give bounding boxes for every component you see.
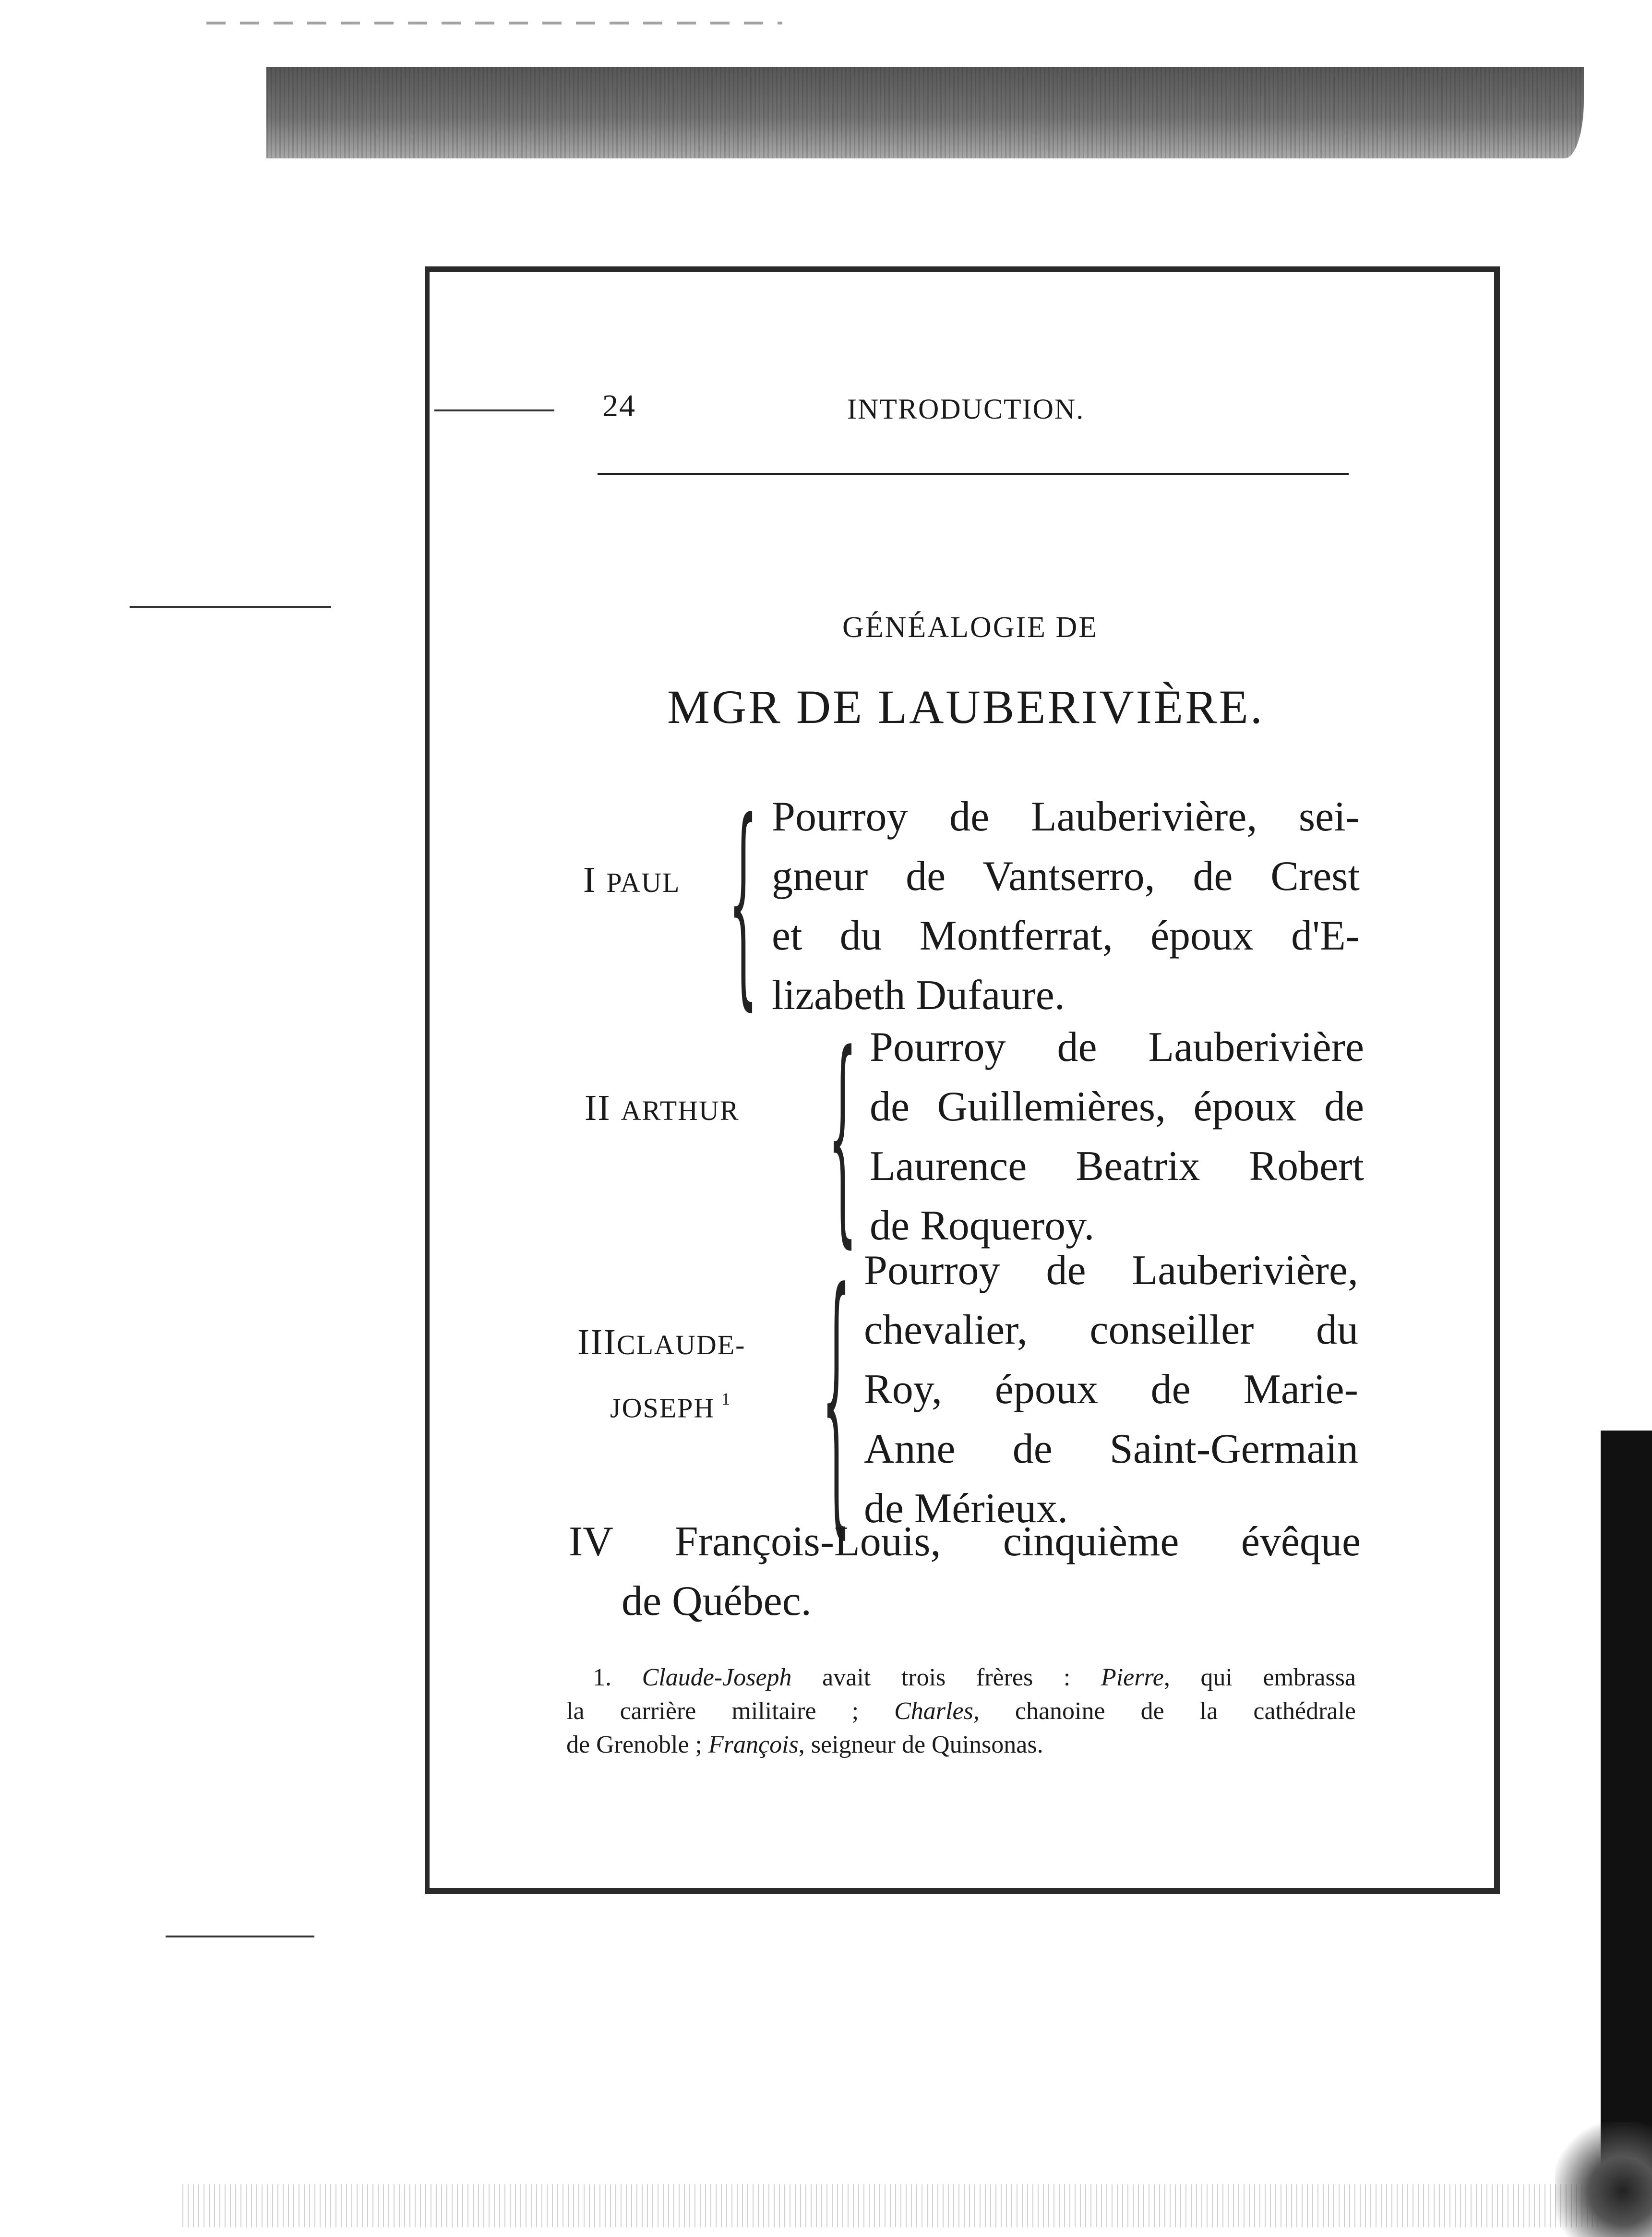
generation-name: CLAUDE- (616, 1329, 746, 1360)
entry-line: Anne de Saint-Germain (864, 1426, 1358, 1472)
running-title: INTRODUCTION. (847, 393, 1085, 425)
footnote-text: , chanoine de la cathédrale (973, 1697, 1356, 1725)
entry-line: de Québec. (622, 1578, 812, 1624)
footnote-ref: 1 (721, 1389, 731, 1408)
scan-rule-left-lower (166, 1936, 314, 1937)
entry-line: de Guillemières, époux de (870, 1083, 1364, 1130)
generation-roman: III (577, 1322, 617, 1362)
generation-entry-1 (772, 787, 1360, 1025)
header-rule (598, 473, 1349, 475)
left-brace-icon: { (729, 777, 758, 1031)
footnote-text: , qui embrassa (1163, 1664, 1356, 1691)
footnote-text: de Grenoble ; (566, 1731, 709, 1758)
entry-line: de Mérieux. (864, 1485, 1068, 1532)
scan-artifact (206, 22, 782, 24)
footnote-name: Charles (894, 1697, 973, 1725)
generation-label-1 (583, 859, 680, 901)
footnote-text: la carrière militaire ; (566, 1697, 895, 1725)
footnote-number: 1. (593, 1664, 611, 1691)
scan-bottom-smudge (182, 2184, 1598, 2227)
entry-line: Roy, époux de Marie- (864, 1366, 1358, 1413)
footnote-line (566, 1728, 1356, 1762)
heading-title: MGR DE LAUBERIVIÈRE. (667, 680, 1264, 734)
entry-line (569, 1512, 1361, 1572)
footnote-name: Pierre (1101, 1664, 1164, 1691)
generation-label-3 (577, 1315, 745, 1435)
entry-line: Laurence Beatrix Robert (870, 1143, 1364, 1190)
heading-line1: GÉNÉALOGIE DE (842, 611, 1099, 644)
entry-line: Pourroy de Lauberivière (870, 1024, 1364, 1070)
footnote-name: François (708, 1731, 799, 1758)
entry-line: gneur de Vantserro, de Crest (772, 853, 1360, 900)
generation-roman: I (583, 860, 597, 900)
generation-entry-3 (864, 1241, 1358, 1539)
entry-line: lizabeth Dufaure. (772, 972, 1065, 1019)
generation-entry-4 (569, 1512, 1361, 1631)
entry-line: chevalier, conseiller du (864, 1307, 1358, 1353)
entry-line: et du Montferrat, époux d'E- (772, 913, 1360, 959)
entry-line: Pourroy de Lauberivière, (864, 1247, 1358, 1294)
scan-rule-left-middle (130, 606, 331, 608)
scan-shadow-band (266, 67, 1584, 158)
generation-entry-2 (870, 1018, 1364, 1256)
page-number: 24 (602, 388, 636, 423)
left-brace-icon: { (828, 1008, 858, 1269)
footnote-line (566, 1661, 1356, 1695)
generation-label-2 (585, 1087, 740, 1129)
footnote-name: Claude-Joseph (642, 1664, 792, 1691)
entry-line: de Roqueroy. (870, 1203, 1095, 1249)
footnote (566, 1661, 1356, 1762)
left-brace-icon: { (822, 1236, 851, 1563)
footnote-text: avait trois frères : (791, 1664, 1101, 1691)
generation-name: PAUL (606, 867, 681, 898)
scan-edge-bar (1601, 1431, 1652, 2189)
generation-name: JOSEPH (610, 1392, 715, 1424)
footnote-line (566, 1695, 1356, 1728)
footnote-text: , seigneur de Quinsonas. (798, 1731, 1043, 1758)
scan-corner-smudge (1555, 2122, 1652, 2237)
generation-roman: II (585, 1088, 611, 1128)
entry-line: Pourroy de Lauberivière, sei- (772, 794, 1360, 840)
generation-roman: IV (569, 1518, 613, 1565)
entry-text: François-Louis, cinquième évêque (674, 1518, 1361, 1565)
generation-name: ARTHUR (621, 1095, 740, 1126)
